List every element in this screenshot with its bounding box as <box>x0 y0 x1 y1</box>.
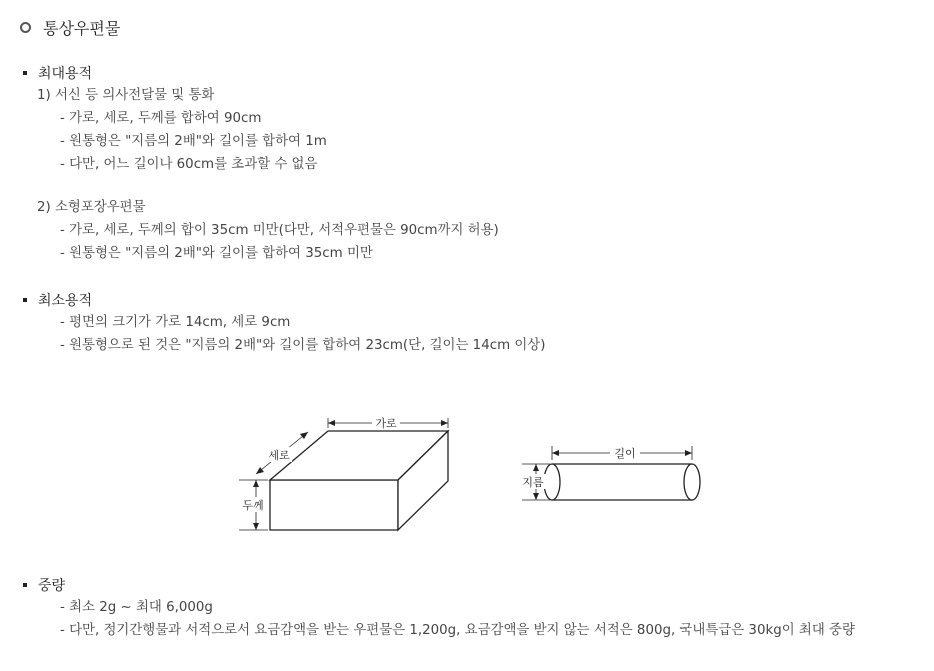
list-item: - 원통형으로 된 것은 "지름의 2배"와 길이를 합하여 23cm(단, 길이는 14cm 이상) <box>60 338 546 353</box>
subsection-title: 1) 서신 등 의사전달물 및 통화 <box>37 88 215 103</box>
box-depth-label: 세로 <box>268 449 290 462</box>
page-title: 통상우편물 <box>43 19 121 38</box>
cylinder-diameter-label: 지름 <box>522 476 544 489</box>
box-diagram <box>239 418 448 530</box>
list-item: - 다만, 정기간행물과 서적으로서 요금감액을 받는 우편물은 1,200g, 요금감액을 받지 않는 서적은 800g, 국내특급은 30kg이 최대 중량 <box>60 623 855 638</box>
list-item: - 원통형은 "지름의 2배"와 길이를 합하여 1m <box>60 134 327 149</box>
list-item: - 원통형은 "지름의 2배"와 길이를 합하여 35cm 미만 <box>60 246 373 261</box>
section-title: 최소용적 <box>38 293 93 309</box>
list-item: - 평면의 크기가 가로 14cm, 세로 9cm <box>60 315 291 330</box>
section-weight <box>22 574 855 642</box>
subsection-title: 2) 소형포장우편물 <box>37 200 146 215</box>
section-title: 중량 <box>38 578 66 594</box>
section-title: 최대용적 <box>38 66 93 82</box>
cylinder-length-label: 길이 <box>614 447 636 460</box>
box-width-label: 가로 <box>375 417 397 430</box>
box-thickness-label: 두께 <box>242 499 264 512</box>
list-item: - 가로, 세로, 두께의 합이 35cm 미만(다만, 서적우편물은 90cm까지 허용) <box>60 223 499 238</box>
list-item: - 최소 2g ~ 최대 6,000g <box>60 600 213 615</box>
list-item: - 가로, 세로, 두께를 합하여 90cm <box>60 111 262 126</box>
list-item: - 다만, 어느 길이나 60cm를 초과할 수 없음 <box>60 157 318 172</box>
square-bullet-icon <box>23 583 27 587</box>
